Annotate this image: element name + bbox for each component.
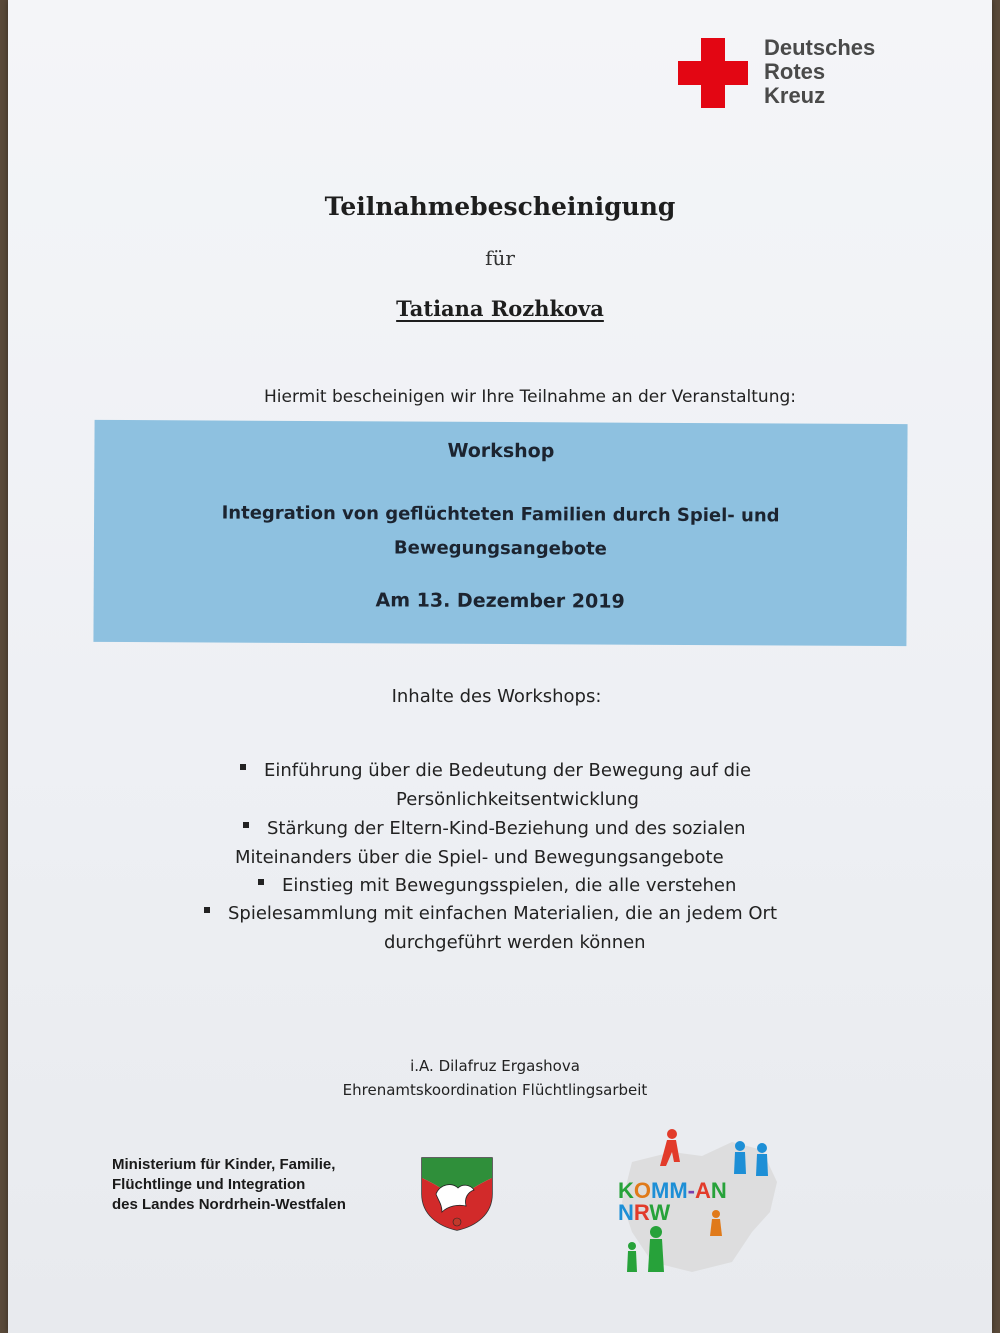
- drk-line-3: Kreuz: [764, 83, 826, 108]
- event-topic-line-1: Integration von geflüchteten Familien durch Spiel- und: [221, 502, 780, 527]
- drk-logo-text: [764, 36, 875, 108]
- logo-letter: M: [651, 1178, 670, 1203]
- content-item-1-line-1: [240, 760, 751, 781]
- logo-letter: M: [669, 1178, 688, 1203]
- content-item-text: Einstieg mit Bewegungsspielen, die alle verstehen: [282, 875, 737, 896]
- ministry-line-1: Ministerium für Kinder, Familie,: [112, 1156, 336, 1173]
- bullet-icon: [243, 822, 249, 828]
- recipient-name-text: Tatiana Rozhkova: [396, 296, 604, 321]
- content-item-2-line-1: [243, 818, 746, 839]
- for-label: für: [485, 246, 515, 270]
- bullet-icon: [204, 907, 210, 913]
- logo-letter: K: [618, 1178, 634, 1203]
- intro-text: Hiermit bescheinigen wir Ihre Teilnahme an der Veranstaltung:: [263, 387, 796, 407]
- logo-letter: O: [633, 1178, 652, 1203]
- event-date: Am 13. Dezember 2019: [375, 589, 625, 613]
- drk-line-2: Rotes: [764, 59, 826, 84]
- content-item-3-line-1: [258, 875, 736, 896]
- document-title: Teilnahmebescheinigung: [324, 192, 676, 221]
- content-item-4-line-2: durchgeführt werden können: [384, 932, 646, 953]
- event-topic-line-2: Bewegungsangebote: [393, 537, 607, 560]
- ministry-line-2: Flüchtlinge und Integration: [112, 1176, 306, 1193]
- contents-heading: Inhalte des Workshops:: [391, 686, 602, 707]
- bullet-icon: [240, 764, 246, 770]
- drk-line-1: Deutsches: [764, 35, 876, 60]
- content-item-text: Einführung über die Bedeutung der Bewegung auf die: [264, 760, 752, 781]
- signature-role: Ehrenamtskoordination Flüchtlingsarbeit: [342, 1081, 648, 1099]
- komm-an-logo-line-2: [618, 1200, 670, 1226]
- drk-logo: [678, 36, 918, 116]
- logo-letter: A: [695, 1178, 711, 1203]
- ministry-name: [112, 1155, 346, 1215]
- logo-letter: N: [618, 1200, 634, 1225]
- recipient-name: [0, 296, 1000, 321]
- content-item-text: Stärkung der Eltern-Kind-Beziehung und des sozialen: [267, 818, 746, 839]
- content-item-text: Spielesammlung mit einfachen Materialien, die an jedem Ort: [228, 903, 778, 924]
- nrw-coat-of-arms-icon: [418, 1154, 496, 1232]
- content-item-4-line-1: [204, 903, 777, 924]
- event-box: [93, 420, 907, 646]
- event-type: Workshop: [447, 439, 555, 463]
- red-cross-icon: [678, 38, 748, 108]
- logo-letter: N: [710, 1178, 727, 1203]
- bullet-icon: [258, 879, 264, 885]
- signature-name: i.A. Dilafruz Ergashova: [410, 1057, 580, 1075]
- logo-letter: -: [687, 1178, 695, 1203]
- content-item-2-line-2: Miteinanders über die Spiel- und Bewegungsangebote: [235, 847, 724, 868]
- logo-letter: R: [633, 1200, 650, 1225]
- ministry-line-3: des Landes Nordrhein-Westfalen: [112, 1196, 346, 1213]
- logo-letter: W: [649, 1200, 671, 1225]
- content-item-1-line-2: Persönlichkeitsentwicklung: [396, 789, 639, 810]
